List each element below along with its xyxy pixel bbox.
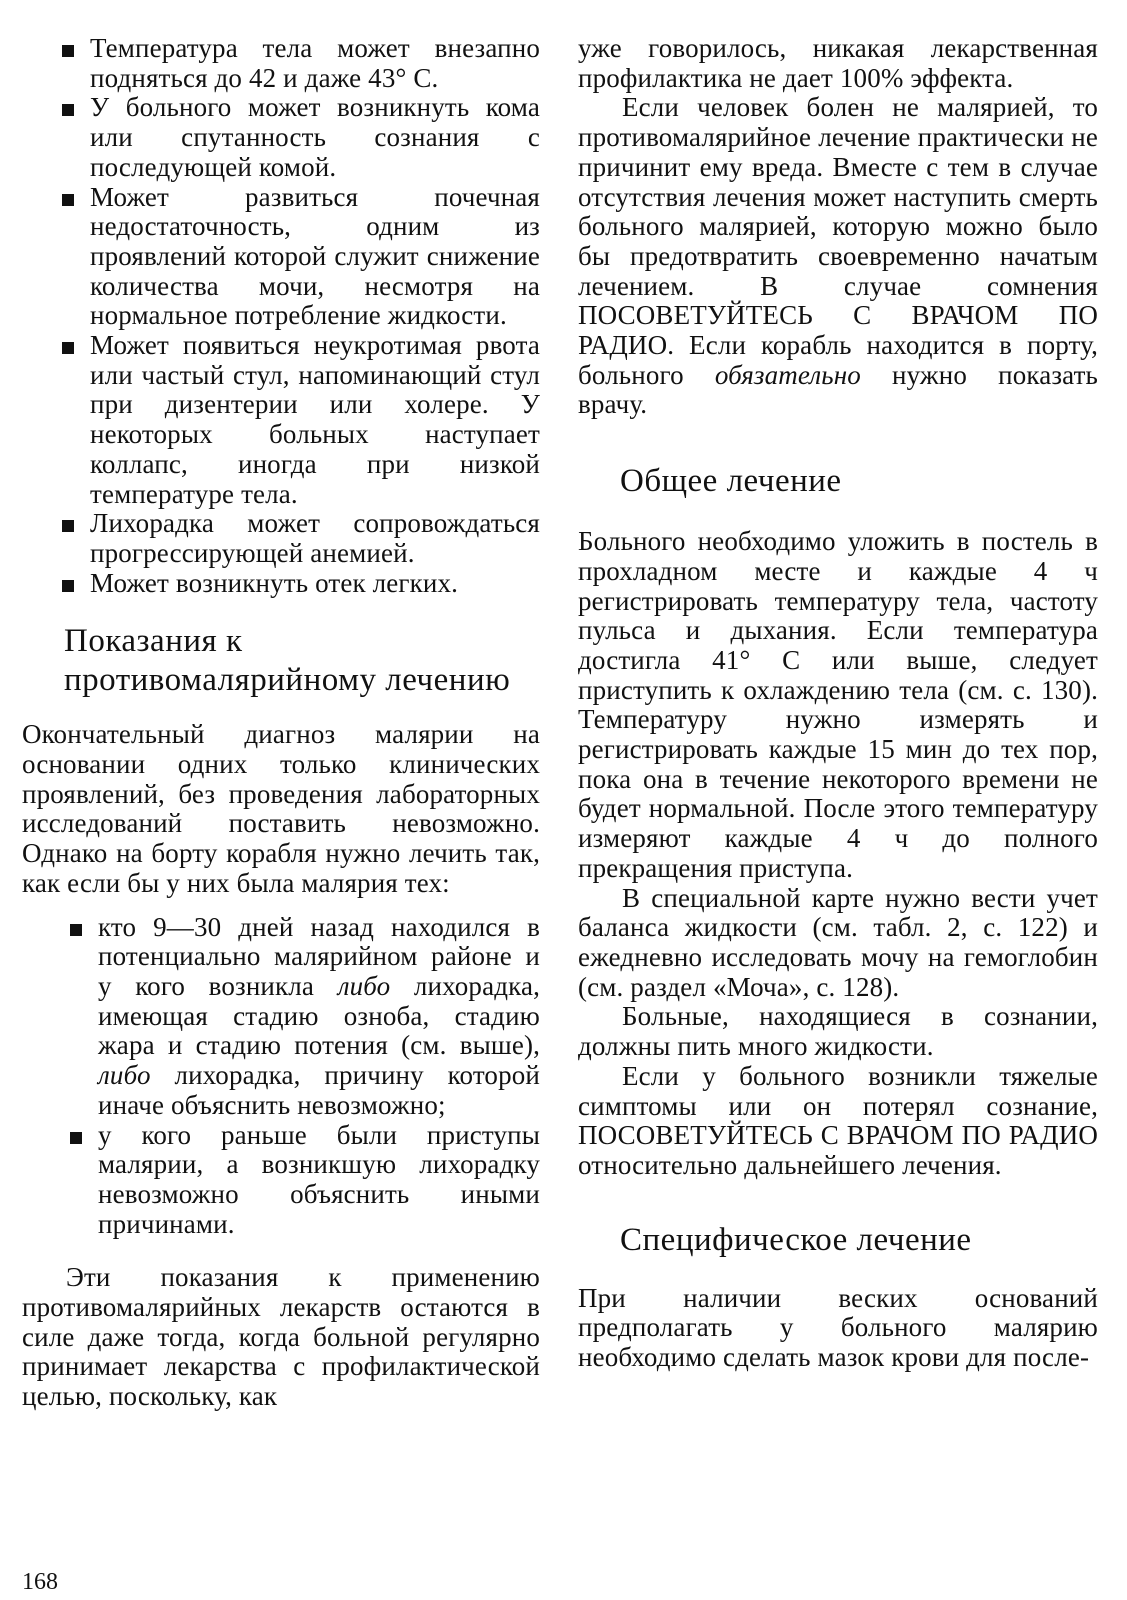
list-item: У больного может возникнуть кома или спутанность сознания с последующей комой. [22,93,540,182]
list-item [70,913,540,1121]
indications-closing-paragraph: Эти показания к применению противомалярийных лекарств остаются в силе даже тогда, когда больной регулярно принимает лекарства с профилактической целью, поскольку, как [22,1262,540,1412]
section-heading-specific: Специфическое лечение [620,1221,972,1258]
general-paragraph: В специальной карте нужно вести учет баланса жидкости (см. табл. 2, с. 122) и ежедневно исследовать мочу на гемоглобин (см. раздел «Моча», с. 128). [578,882,1098,1002]
text-run: кто 9—30 дней назад находился в потенциально малярийном районе и у кого возникла [98,911,540,1001]
list-item: у кого раньше были приступы малярии, а возникшую лихорадку невозможно объяснить иными причинами. [70,1121,540,1240]
list-item: Может появиться неукротимая рвота или частый стул, напоминающий стул при дизентерии или холере. У некоторых больных наступает коллапс, иногда при низкой температуре тела. [22,331,540,509]
emphasis-text: либо [98,1060,151,1091]
indications-list [70,913,540,1240]
text-run: лихорадка, имеющая стадию озноба, стадию жара и стадию потения (см. выше), [98,970,540,1061]
continued-paragraph: уже говорилось, никакая лекарственная профилактика не дает 100% эффекта. [578,33,1098,93]
emphasis-text: либо [337,970,391,1001]
general-paragraph: Если у больного возникли тяжелые симптомы или он потерял сознание, ПОСОВЕТУЙТЕСЬ С ВРАЧОМ ПО РАДИО относительно дальнейшего лечения. [578,1060,1098,1180]
section-heading-indications: Показания к противомалярийному лечению [64,623,511,699]
text-run: лихорадка, причину которой иначе объяснить невозможно; [98,1060,540,1120]
text-run: Если человек болен не малярией, то противомалярийное лечение практически не причинит ему вреда. Вместе с тем в случае отсутствия лечения может наступить смерть больного малярией, которую можно было бы предотвратить своевременно начатым лечением. В случае сомнения ПОСОВЕТУЙТЕСЬ С ВРАЧОМ ПО РАДИО. Если корабль находится в порту, больного [578,92,1098,390]
list-item: Лихорадка может сопровождаться прогрессирующей анемией. [22,509,540,568]
list-item: Может возникнуть отек легких. [22,569,540,599]
specific-paragraph: При наличии веских оснований предполагать у больного малярию необходимо сделать мазок крови для после- [578,1282,1098,1373]
indications-paragraph: Окончательный диагноз малярии на основании одних только клинических проявлений, без проведения лабораторных исследований поставить невозможно. Однако на борту корабля нужно лечить так, как если бы у них была малярия тех: [22,719,540,898]
list-item: Может развиться почечная недостаточность, одним из проявлений которой служит снижение количества мочи, несмотря на нормальное потребление жидкости. [22,183,540,332]
warning-paragraph [578,93,1098,420]
emphasis-text: обязательно [714,359,861,390]
text-run: нужно показать врачу. [578,359,1098,420]
right-column [578,34,1098,1373]
list-item: Температура тела может внезапно подняться до 42 и даже 43° С. [22,34,540,93]
section-heading-general: Общее лечение [620,463,842,500]
left-column [22,34,540,1412]
general-paragraph: Больные, находящиеся в сознании, должны пить много жидкости. [578,1001,1098,1062]
general-paragraph: Больного необходимо уложить в постель в прохладном месте и каждые 4 ч регистрировать температуру тела, частоту пульса и дыхания. Если температура достигла 41° С или выше, следует приступить к охлаждению тела (см. с. 130). Температуру нужно измерять и регистрировать каждые 15 мин до тех пор, пока она в течение некоторого времени не будет нормальной. После этого температуру измеряют каждые 4 ч до полного прекращения приступа. [578,526,1098,883]
symptom-list [22,34,540,598]
page-number: 168 [22,1569,58,1595]
